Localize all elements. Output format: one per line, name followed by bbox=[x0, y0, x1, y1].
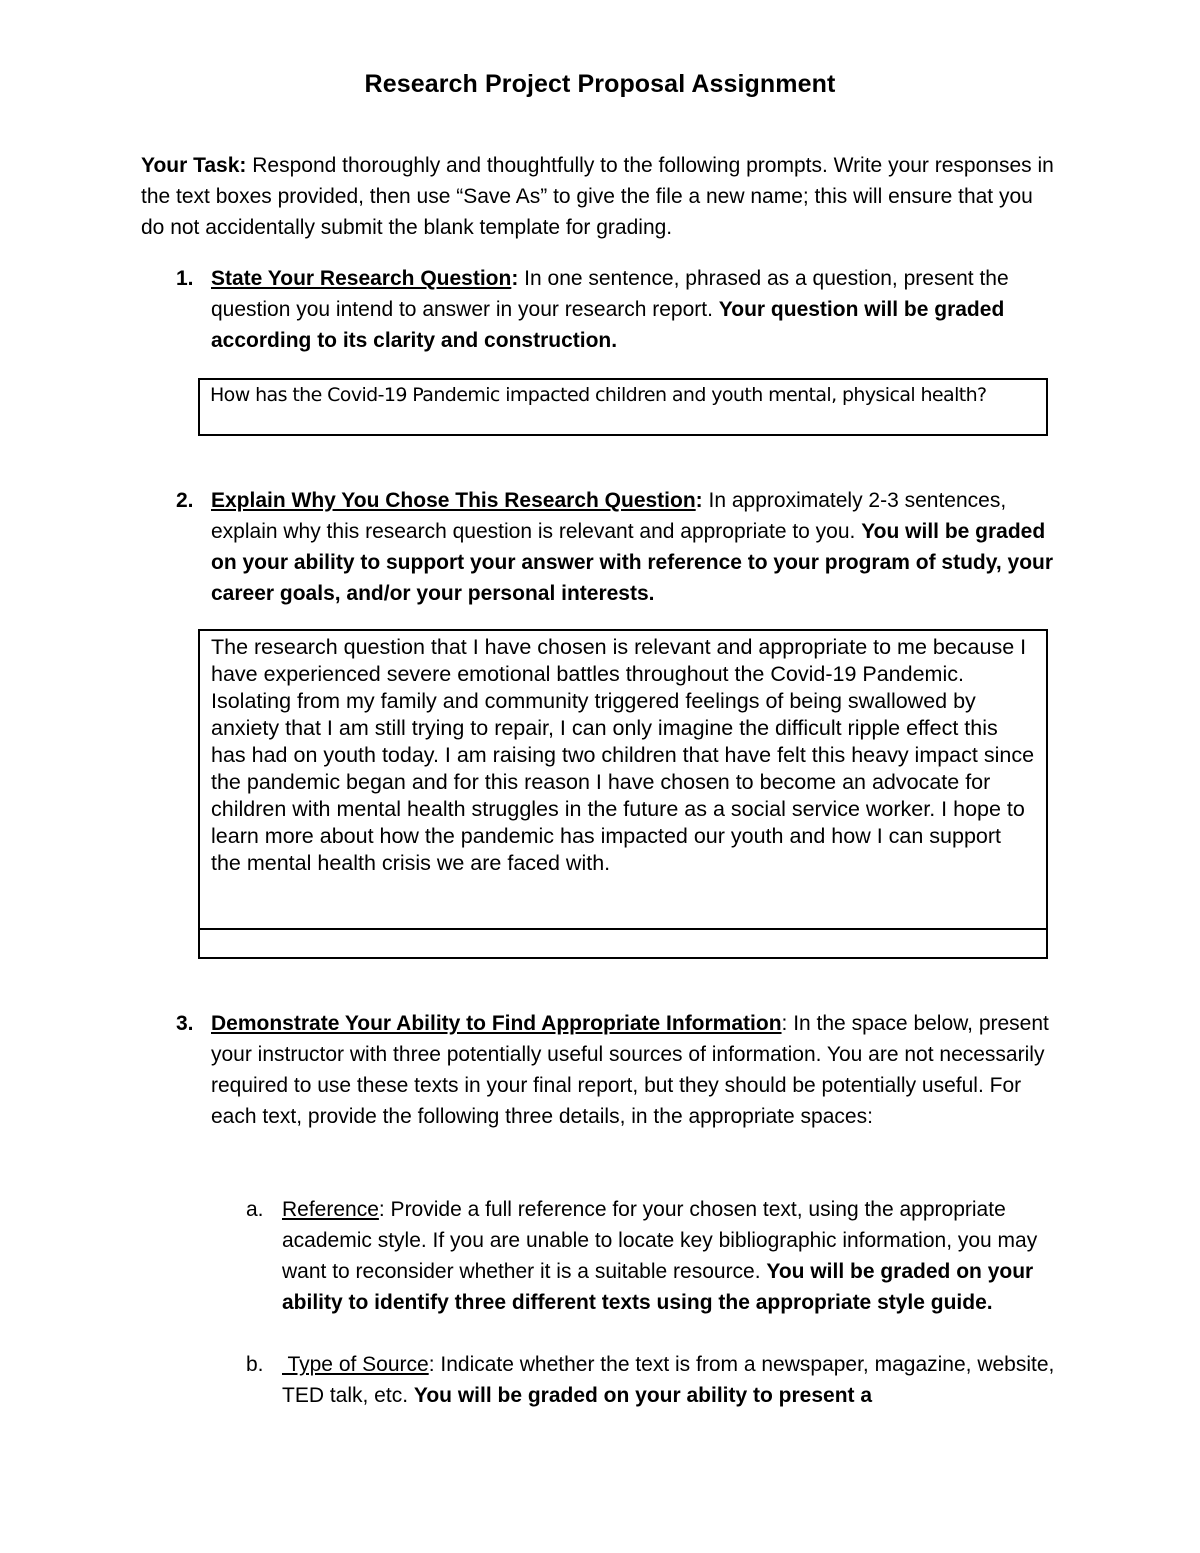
question-3-number: 3. bbox=[176, 1012, 194, 1035]
intro-paragraph bbox=[141, 150, 1061, 243]
sub-item-b-heading: Type of Source bbox=[282, 1353, 429, 1376]
intro-text: Respond thoroughly and thoughtfully to the following prompts. Write your responses in the text boxes provided, then use “Save As” to give the file a new name; this will ensure that you do not accidentally submit the blank template for grading. bbox=[141, 154, 1054, 239]
question-2-number: 2. bbox=[176, 489, 194, 512]
question-3-text: : In the space below, present your instructor with three potentially useful sources of information. You are not necessarily required to use these texts in your final report, but they should be potentially useful. For each text, provide the following three details, in the appropriate spaces: bbox=[211, 1012, 1049, 1128]
sub-item-a-heading: Reference bbox=[282, 1198, 379, 1221]
question-2-grading-note: You will be graded on your ability to support your answer with reference to your program of study, your career goals, and/or your personal interests. bbox=[211, 520, 1054, 605]
sub-item-a-grading-note: You will be graded on your ability to identify three different texts using the appropriate style guide. bbox=[282, 1260, 1034, 1314]
question-1-number: 1. bbox=[176, 267, 194, 290]
question-2-answer: The research question that I have chosen is relevant and appropriate to me because I have experienced severe emotional battles throughout the Covid-19 Pandemic. Isolating from my family and community triggered feelings of being swallowed by anxiety that I am still trying to repair, I can only imagine the difficult ripple effect this has had on youth today. I am raising two children that have felt this heavy impact since the pandemic began and for this reason I have chosen to become an advocate for children with mental health struggles in the future as a social service worker. I hope to learn more about how the pandemic has impacted our youth and how I can support the mental health crisis we are faced with. bbox=[211, 635, 1035, 875]
sub-item-a bbox=[246, 1194, 1066, 1318]
question-1 bbox=[176, 263, 1056, 356]
question-2-empty-row[interactable] bbox=[198, 928, 1048, 959]
sub-item-b-label: b. bbox=[246, 1353, 264, 1376]
question-1-answer: How has the Covid-19 Pandemic impacted children and youth mental, physical health? bbox=[210, 384, 987, 406]
question-3 bbox=[176, 1008, 1056, 1132]
page-title: Research Project Proposal Assignment bbox=[364, 70, 836, 98]
sub-item-b-text: : Indicate whether the text is from a newspaper, magazine, website, TED talk, etc. bbox=[282, 1353, 1055, 1407]
question-1-text: In one sentence, phrased as a question, present the question you intend to answer in your research report. bbox=[211, 267, 1009, 321]
question-1-heading: State Your Research Question bbox=[211, 267, 512, 290]
question-1-colon: : bbox=[511, 267, 519, 290]
question-2-colon: : bbox=[695, 489, 703, 512]
sub-item-a-text: : Provide a full reference for your chosen text, using the appropriate academic style. If you are unable to locate key bibliographic information, you may want to reconsider whether it is a suitable resource. bbox=[282, 1198, 1038, 1283]
intro-label: Your Task: bbox=[141, 154, 247, 177]
question-2 bbox=[176, 485, 1056, 609]
sub-item-b-grading-note: You will be graded on your ability to present a bbox=[413, 1384, 873, 1407]
question-1-answer-box[interactable] bbox=[198, 378, 1048, 436]
question-1-grading-note: Your question will be graded according to its clarity and construction. bbox=[211, 298, 1005, 352]
question-2-text: In approximately 2-3 sentences, explain why this research question is relevant and appropriate to you. bbox=[211, 489, 1007, 543]
question-2-heading: Explain Why You Chose This Research Question bbox=[211, 489, 696, 512]
sub-item-b bbox=[246, 1349, 1066, 1411]
question-2-answer-box[interactable] bbox=[198, 629, 1048, 930]
sub-item-a-label: a. bbox=[246, 1198, 264, 1221]
question-3-heading: Demonstrate Your Ability to Find Appropriate Information bbox=[211, 1012, 782, 1035]
